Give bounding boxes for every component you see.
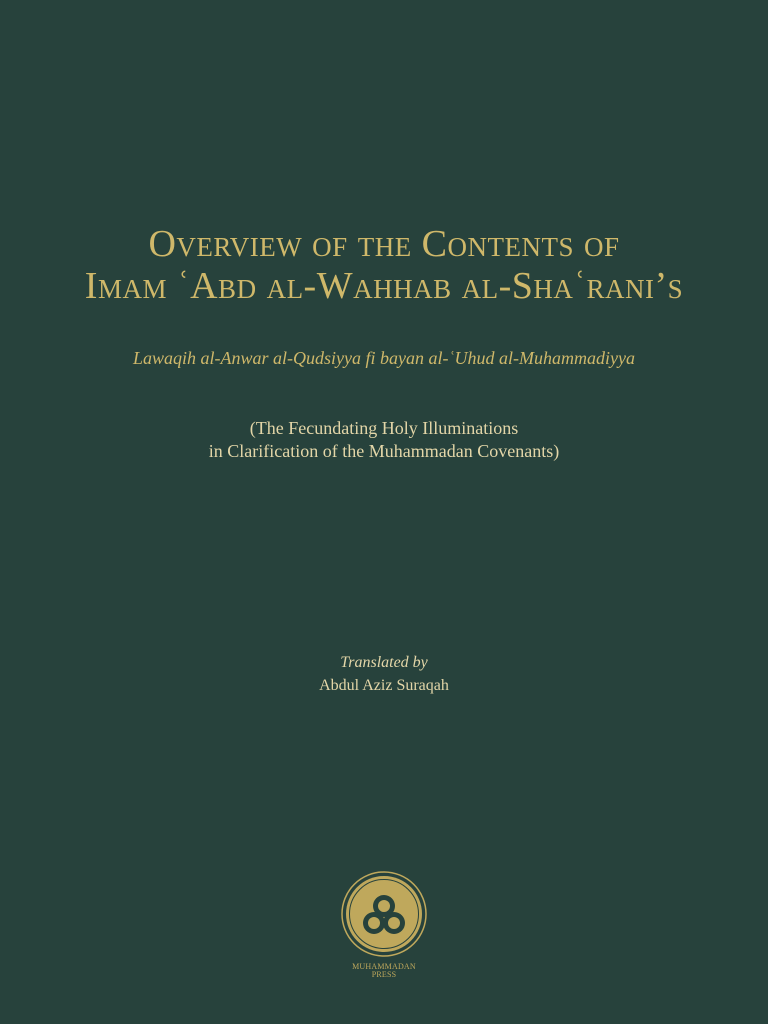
- translated-by-label: Translated by: [340, 654, 428, 671]
- transliterated-title: Lawaqih al-Anwar al-Qudsiyya fi bayan al-ʿUhud al-Muhammadiyya: [133, 348, 635, 368]
- publisher-name-line-2: PRESS: [371, 970, 397, 979]
- cover-title-line-2: Imam ʿAbd al-Wahhab al-Shaʿrani’s: [84, 265, 684, 307]
- publisher-name-line-1: MUHAMMADAN: [352, 962, 416, 971]
- english-title-line-1: (The Fecundating Holy Illuminations: [249, 418, 519, 438]
- english-title-line-2: in Clarification of the Muhammadan Covenants): [208, 441, 560, 461]
- translator-name: Abdul Aziz Suraqah: [319, 677, 449, 694]
- cover-title-line-1: Overview of the Contents of: [148, 223, 620, 265]
- publisher-logo-icon: [340, 870, 428, 958]
